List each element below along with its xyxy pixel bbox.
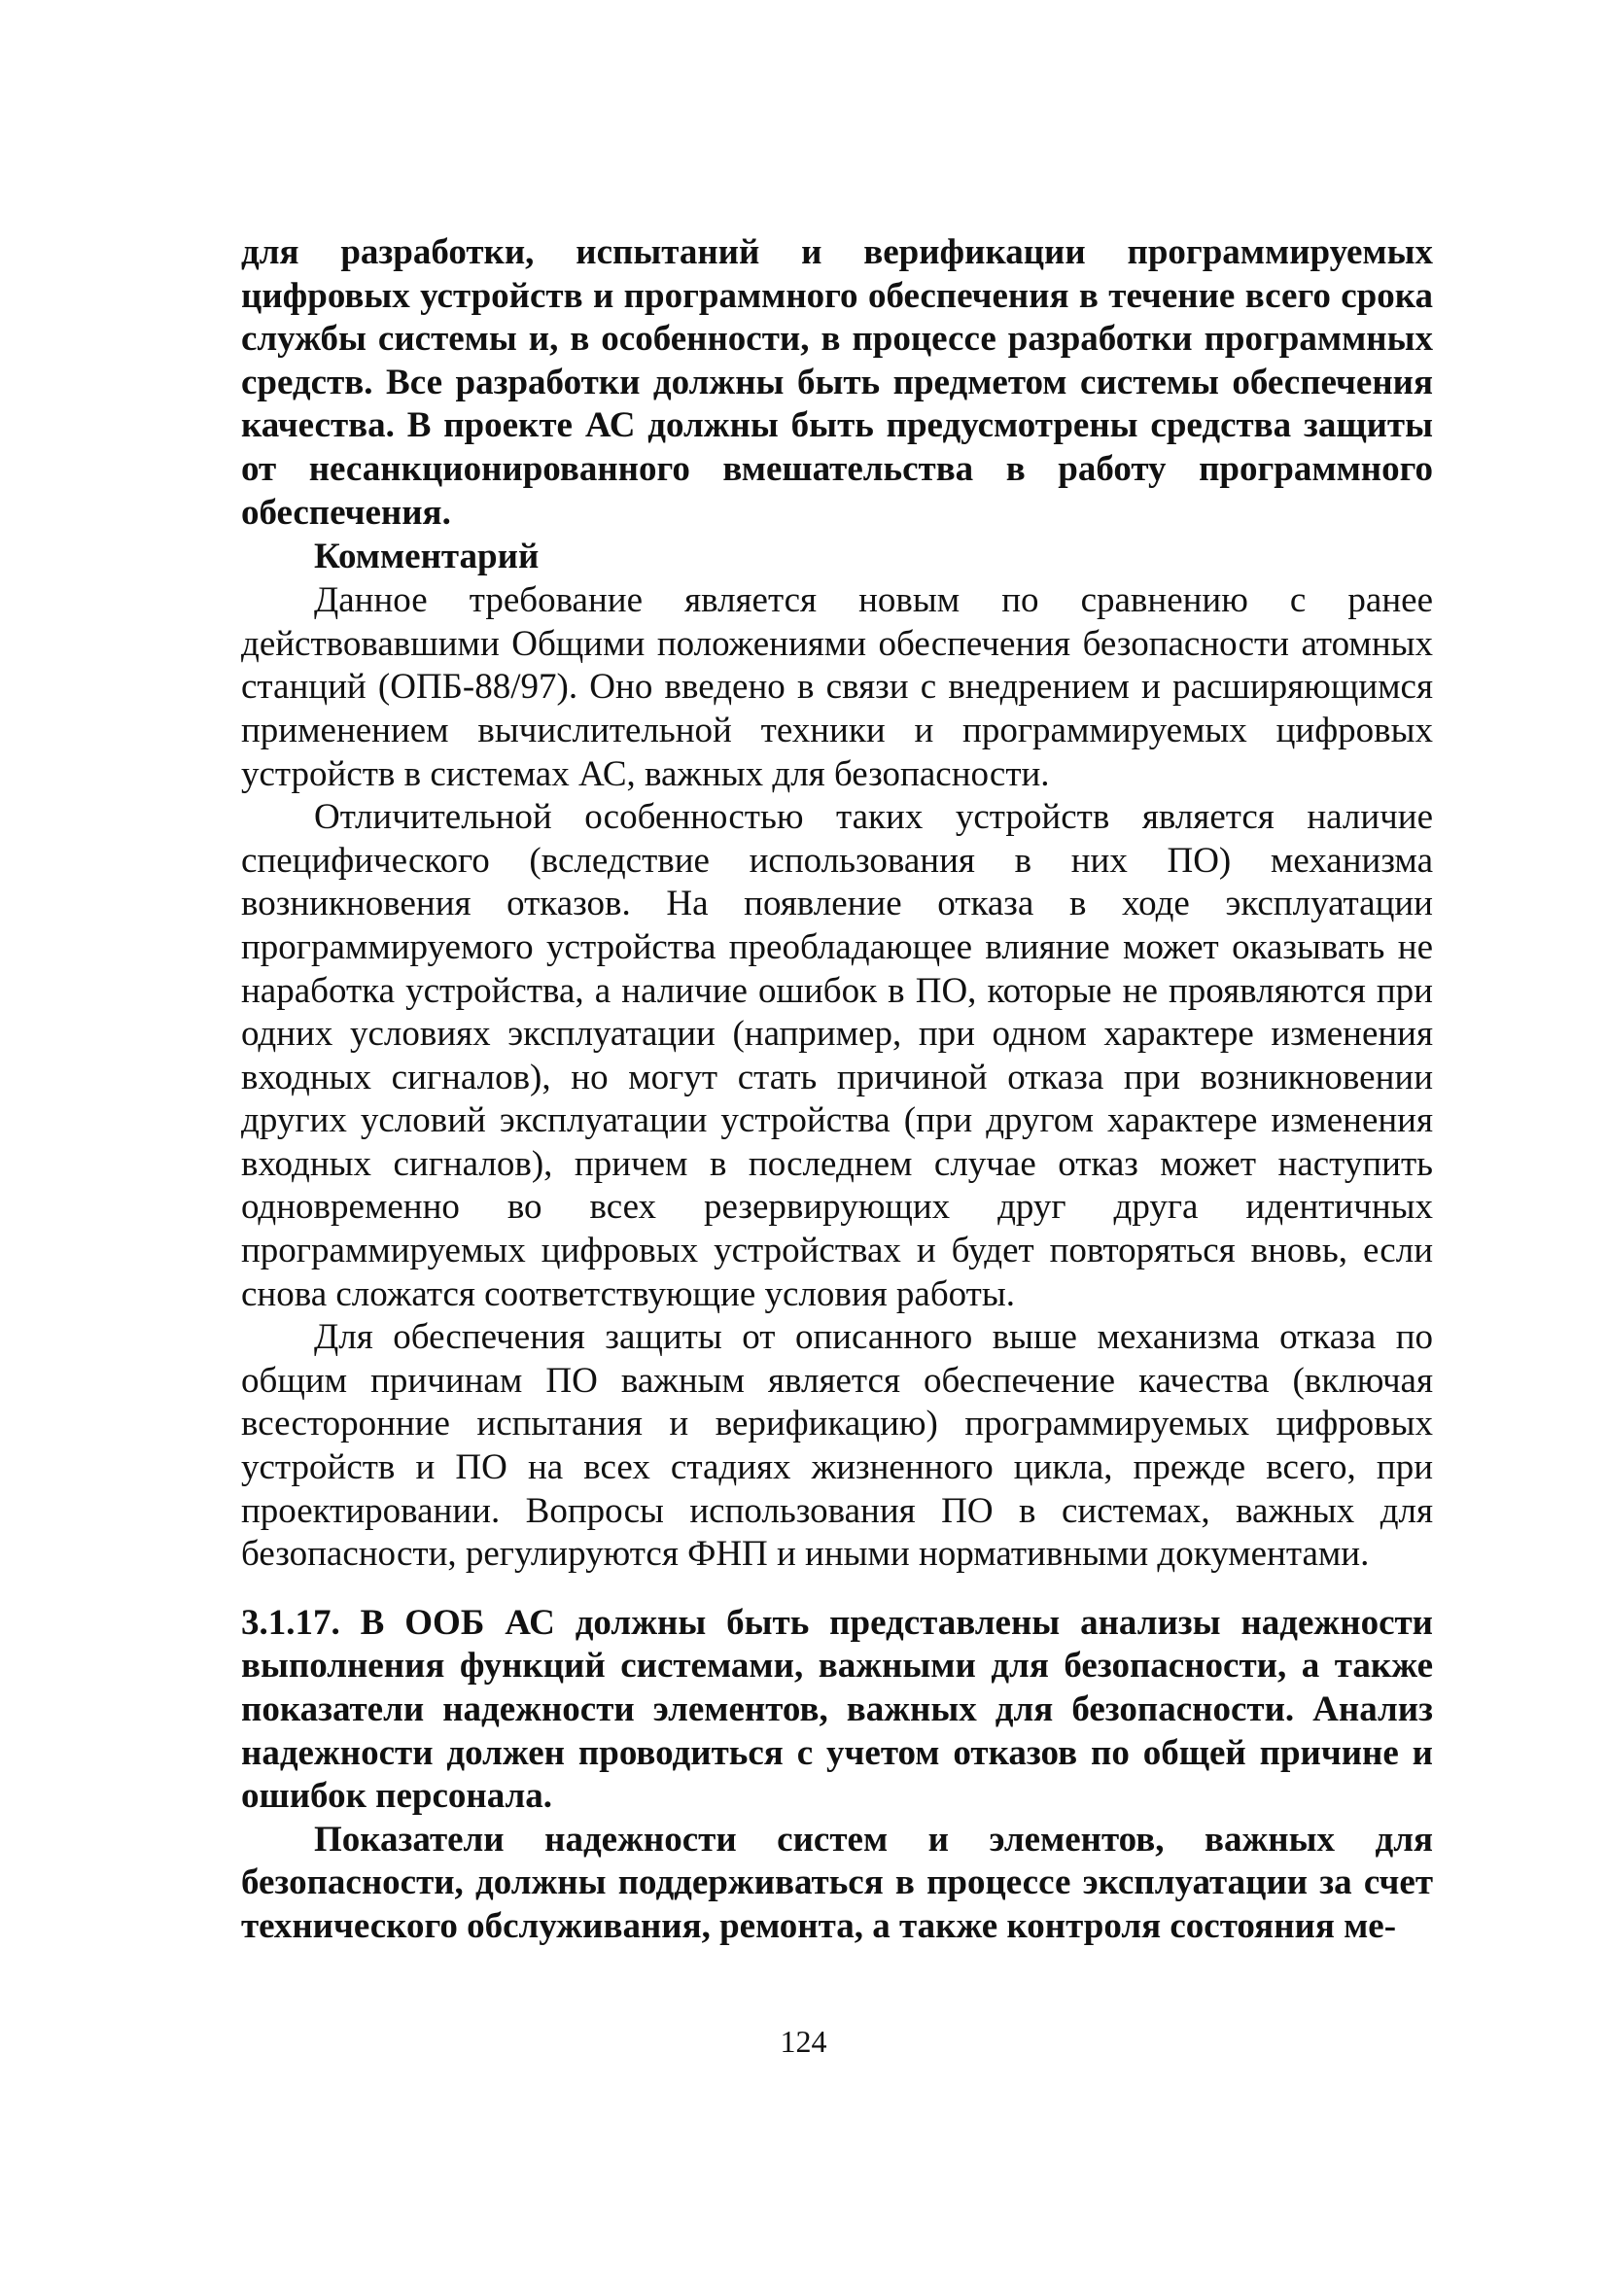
page-number: 124 [780,2024,827,2059]
paragraph-comment-1: Данное требование является новым по сравнению с ранее действовавшими Общими положениями обеспечения безопасности атомных станций (ОПБ-88/97). Оно введено в связи с внедрением и расширяющимся применением вычислительной техники и программируемых цифровых устройств в системах АС, важных для безопасности. [241,580,1433,794]
text-block [241,231,1433,1949]
paragraph-reliability: Показатели надежности систем и элементов, важных для безопасности, должны поддерживаться в процессе эксплуатации за счет технического обслуживания, ремонта, а также контроля состояния ме- [241,1819,1433,1946]
paragraph-comment-2: Отличительной особенностью таких устройств является наличие специфического (вследствие использования в них ПО) механизма возникновения отказов. На появление отказа в ходе эксплуатации программируемого устройства преобладающее влияние может оказывать не наработка устройства, а наличие ошибок в ПО, которые не проявляются при одних условиях эксплуатации (например, при одном характере изменения входных сигналов), но могут стать причиной отказа при возникновении других условий эксплуатации устройства (при другом характере изменения входных сигналов), причем в последнем случае отказ может наступить одновременно во всех резервирующих друг друга идентичных программируемых цифровых устройствах и будет повторяться вновь, если снова сложатся соответствующие условия работы. [241,797,1433,1314]
paragraph-requirement-continuation: для разработки, испытаний и верификации программируемых цифровых устройств и программного обеспечения в течение всего срока службы системы и, в особенности, в процессе разработки программных средств. Все разработки должны быть предметом системы обеспечения качества. В проекте АС должны быть предусмотрены средства защиты от несанкционированного вмешательства в работу программного обеспечения. [241,232,1433,533]
paragraph-section-3-1-17: 3.1.17. В ООБ АС должны быть представлены анализы надежности выполнения функций системами, важными для безопасности, а также показатели надежности элементов, важных для безопасности. Анализ надежности должен проводиться с учетом отказов по общей причине и ошибок персонала. [241,1602,1433,1817]
paragraph-comment-3: Для обеспечения защиты от описанного выше механизма отказа по общим причинам ПО важным является обеспечение качества (включая всесторонние испытания и верификацию) программируемых цифровых устройств и ПО на всех стадиях жизненного цикла, прежде всего, при проектировании. Вопросы использования ПО в системах, важных для безопасности, регулируются ФНП и иными нормативными документами. [241,1317,1433,1575]
comment-heading: Комментарий [314,537,540,577]
